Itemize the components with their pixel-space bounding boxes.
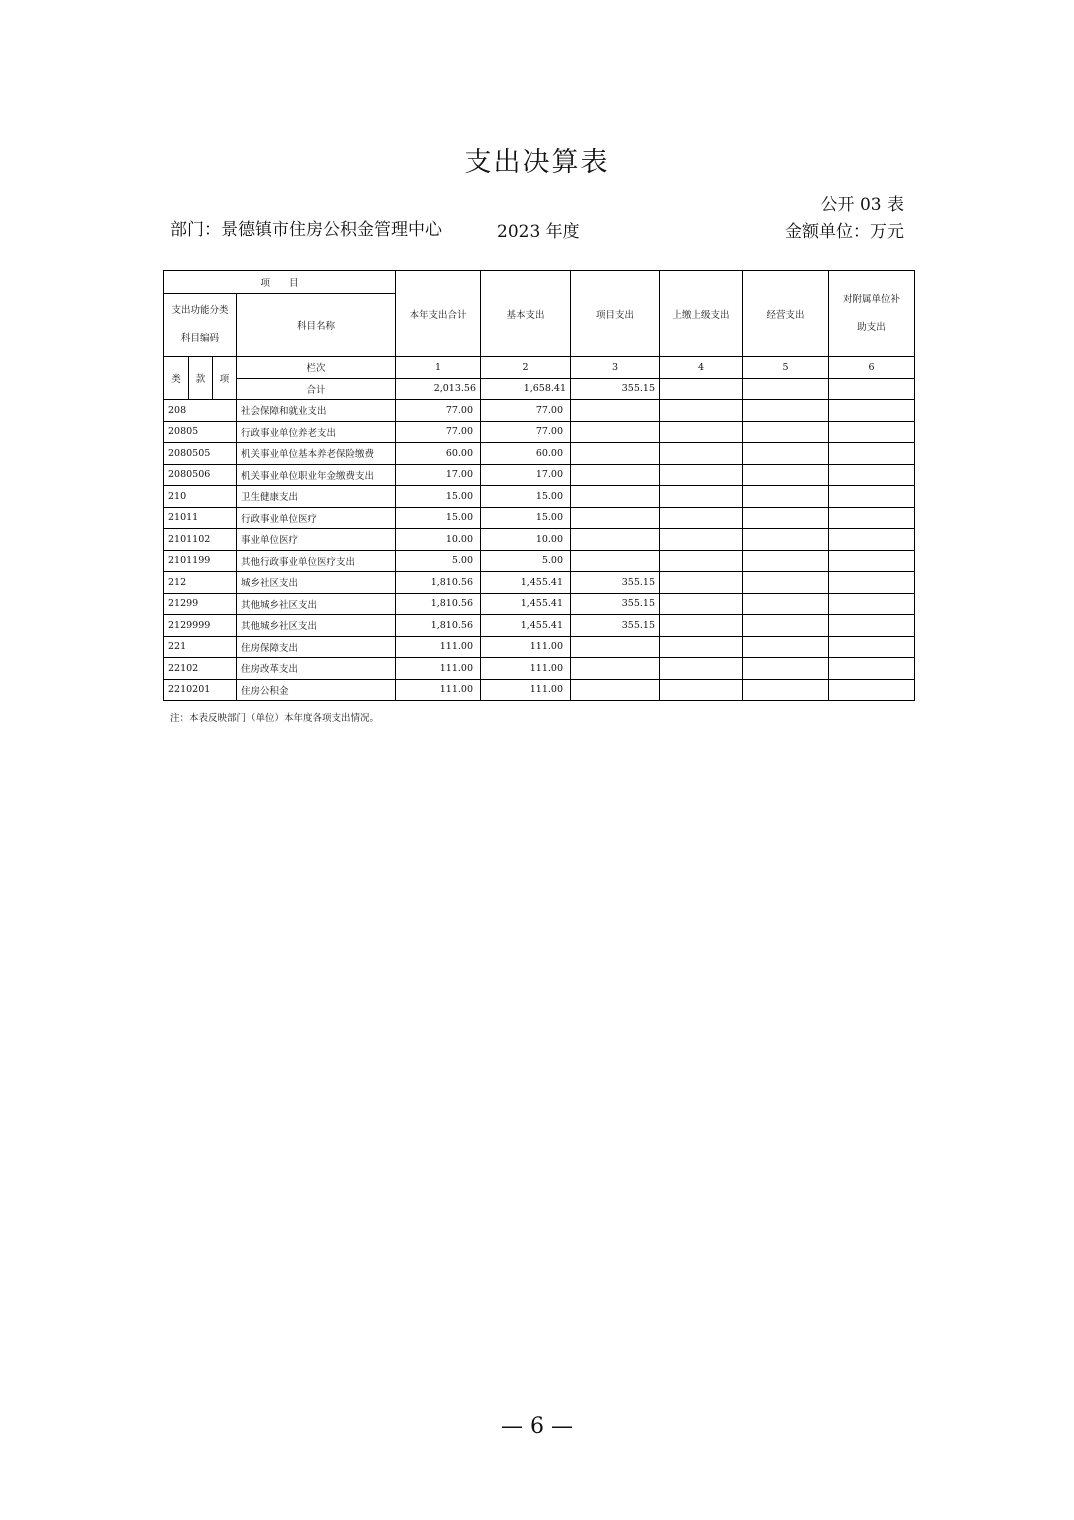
subject-name: 卫生健康支出 [237,486,396,508]
level-label-item: 项 [213,357,237,400]
amount-cell: 355.15 [571,572,660,594]
amount-cell: 15.00 [481,507,571,529]
amount-cell [743,443,829,465]
amount-cell: 60.00 [396,443,481,465]
amount-cell [660,421,743,443]
amount-cell [829,615,915,637]
amount-cell [571,507,660,529]
amount-cell: 1,455.41 [481,572,571,594]
table-row [164,636,915,658]
subject-name: 住房改革支出 [237,658,396,680]
code-header [164,294,237,357]
total-value [660,378,743,400]
subject-name: 机关事业单位职业年金缴费支出 [237,464,396,486]
amount-cell [743,464,829,486]
amount-cell [829,636,915,658]
amount-cell [660,486,743,508]
amount-cell [571,658,660,680]
amount-unit: 金额单位：万元 [785,222,904,242]
subject-name: 其他城乡社区支出 [237,615,396,637]
subject-code: 20805 [164,421,237,443]
amount-cell [743,529,829,551]
table-row [164,464,915,486]
amount-cell [571,400,660,422]
amount-cell [660,615,743,637]
subject-code: 2080506 [164,464,237,486]
amount-cell: 77.00 [481,421,571,443]
amount-cell [743,636,829,658]
total-value: 2,013.56 [396,378,481,400]
amount-cell: 10.00 [396,529,481,551]
subject-name: 住房公积金 [237,679,396,701]
column-header-basic: 基本支出 [481,271,571,357]
col-number: 1 [396,357,481,379]
col-number: 6 [829,357,915,379]
amount-cell: 355.15 [571,615,660,637]
amount-cell [829,421,915,443]
amount-cell [743,486,829,508]
amount-cell [743,615,829,637]
amount-cell [571,464,660,486]
name-header: 科目名称 [237,294,396,357]
amount-cell [660,636,743,658]
col-number: 2 [481,357,571,379]
subject-name: 其他行政事业单位医疗支出 [237,550,396,572]
total-value [829,378,915,400]
level-label-section: 款 [189,357,213,400]
amount-cell: 17.00 [481,464,571,486]
table-row [164,421,915,443]
amount-cell [829,507,915,529]
amount-cell: 1,810.56 [396,593,481,615]
department-label: 部门：景德镇市住房公积金管理中心 [170,220,442,240]
amount-cell: 15.00 [396,486,481,508]
subject-code: 221 [164,636,237,658]
table-row [164,507,915,529]
amount-cell: 10.00 [481,529,571,551]
amount-cell: 1,810.56 [396,572,481,594]
subject-name: 城乡社区支出 [237,572,396,594]
subject-name: 住房保障支出 [237,636,396,658]
table-row [164,550,915,572]
subject-name: 事业单位医疗 [237,529,396,551]
subject-code: 2210201 [164,679,237,701]
amount-cell [571,529,660,551]
amount-cell [571,679,660,701]
amount-cell [829,572,915,594]
amount-cell: 15.00 [481,486,571,508]
amount-cell [660,507,743,529]
subject-name: 行政事业单位养老支出 [237,421,396,443]
amount-cell [743,658,829,680]
amount-cell [660,679,743,701]
form-number: 公开 03 表 [820,195,904,215]
code-header-line2: 科目编码 [180,333,219,344]
amount-cell: 355.15 [571,593,660,615]
table-row [164,593,915,615]
subject-code: 21299 [164,593,237,615]
amount-cell [660,443,743,465]
column-header-remit: 上缴上级支出 [660,271,743,357]
amount-cell [829,550,915,572]
amount-cell [743,572,829,594]
amount-cell [571,550,660,572]
col-number: 4 [660,357,743,379]
amount-cell [829,679,915,701]
table-row [164,658,915,680]
amount-cell [660,400,743,422]
amount-cell: 1,455.41 [481,615,571,637]
amount-cell: 1,810.56 [396,615,481,637]
table-row [164,443,915,465]
amount-cell [743,421,829,443]
level-label-category: 类 [164,357,189,400]
code-header-line1: 支出功能分类 [171,305,229,316]
amount-cell [571,443,660,465]
total-value: 1,658.41 [481,378,571,400]
subsidy-header-line2: 助支出 [857,321,886,333]
amount-cell: 111.00 [396,679,481,701]
amount-cell: 111.00 [481,636,571,658]
amount-cell: 5.00 [396,550,481,572]
amount-cell: 77.00 [396,421,481,443]
column-header-business: 经营支出 [743,271,829,357]
page-number: — 6 — [501,1414,573,1439]
amount-cell [743,400,829,422]
amount-cell: 111.00 [396,658,481,680]
amount-cell [829,464,915,486]
amount-cell [829,529,915,551]
table-row [164,400,915,422]
table-row [164,529,915,551]
amount-cell [829,658,915,680]
amount-cell: 1,455.41 [481,593,571,615]
column-header-total: 本年支出合计 [396,271,481,357]
amount-cell: 15.00 [396,507,481,529]
subsidy-header-line1: 对附属单位补 [843,293,901,305]
amount-cell [743,550,829,572]
amount-cell: 5.00 [481,550,571,572]
subject-code: 208 [164,400,237,422]
expenditure-table [163,270,915,701]
amount-cell [743,507,829,529]
col-number: 3 [571,357,660,379]
amount-cell: 111.00 [396,636,481,658]
fiscal-year: 2023 年度 [497,222,580,242]
subject-code: 21011 [164,507,237,529]
amount-cell [571,421,660,443]
amount-cell [660,572,743,594]
col-number: 5 [743,357,829,379]
subject-code: 2101199 [164,550,237,572]
table-note: 注：本表反映部门（单位）本年度各项支出情况。 [170,713,380,724]
subject-code: 2129999 [164,615,237,637]
amount-cell: 77.00 [481,400,571,422]
amount-cell [829,593,915,615]
total-value: 355.15 [571,378,660,400]
index-label: 栏次 [237,357,396,379]
subject-name: 社会保障和就业支出 [237,400,396,422]
amount-cell [571,486,660,508]
amount-cell: 17.00 [396,464,481,486]
amount-cell [743,679,829,701]
table-row [164,486,915,508]
page-title: 支出决算表 [464,147,610,178]
table-row [164,572,915,594]
amount-cell [660,550,743,572]
total-value [743,378,829,400]
table-row [164,615,915,637]
column-header-subsidy [829,271,915,357]
amount-cell: 111.00 [481,679,571,701]
amount-cell [660,464,743,486]
amount-cell [829,486,915,508]
total-label: 合计 [237,378,396,400]
amount-cell [660,593,743,615]
subject-code: 212 [164,572,237,594]
group-header: 项 目 [164,271,396,294]
amount-cell [660,658,743,680]
amount-cell [571,636,660,658]
subject-code: 2080505 [164,443,237,465]
amount-cell [743,593,829,615]
amount-cell: 60.00 [481,443,571,465]
subject-code: 2101102 [164,529,237,551]
amount-cell [829,400,915,422]
table-row [164,679,915,701]
amount-cell: 111.00 [481,658,571,680]
column-header-project: 项目支出 [571,271,660,357]
amount-cell [660,529,743,551]
subject-code: 210 [164,486,237,508]
subject-name: 行政事业单位医疗 [237,507,396,529]
subject-code: 22102 [164,658,237,680]
amount-cell: 77.00 [396,400,481,422]
amount-cell [829,443,915,465]
subject-name: 其他城乡社区支出 [237,593,396,615]
subject-name: 机关事业单位基本养老保险缴费 [237,443,396,465]
